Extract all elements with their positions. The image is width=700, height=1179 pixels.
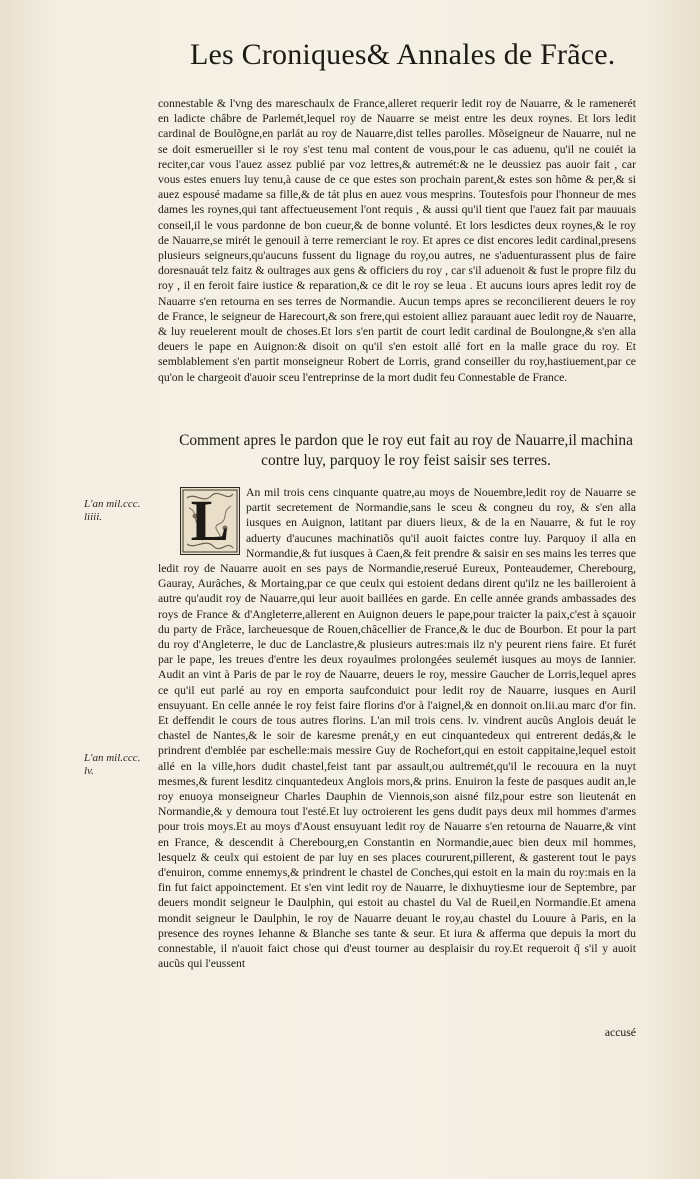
body-paragraph-1: [158, 96, 636, 385]
paragraph-text: connestable & l'vng des mareschaulx de France,alleret requerir ledit roy de Nauarre, & le ramenerét en ladicte châbre de Parlemét,lequel roy de Nauarre se meist entre les deux roynes. Et lors ledit cardinal de Boulõgne,en parlát au roy de Nauarre,dist telles parolles. Mõseigneur de Nauarre, nul ne se doit esmerueiller si le roy s'est tenu mal content de vous,pour le cas aduenu, qu'il ne couiét ia reciter,car vous l'auez assez publié par voz lettres,& autremét:& ne le deussiez pas auoir fait , car vous estes enuers luy tenu,à cause de ce que estes son prochain parent,& estes son hõme & per,& si auez espousé madame sa fille,& de tát plus en auez vous mesprins. Toutesfois pour l'honneur de mes dames les roynes,qui tant affectueusement l'ont requis , & aussi qu'il tient que l'auez fait par mauuais conseil,il le vous pardonne de bon cueur,& de bonne volunté. Et lors lesdictes deux roynes,& le roy de Nauarre,se mirét le genouil à terre remerciant le roy. Et apres ce dist encores ledit cardinal,presens plusieurs seigneurs,qu'aucuns fussent du lignage du roy,ou autres, ne s'aduenturassent plus de faire doresnauát telz faitz & oultrages aux gens & officiers du roy , car s'il aduenoit & fust le propre filz du roy , il en feroit faire iustice & reparation,& ce dit le roy se leua . Et aucuns iours apres ledit roy de Nauarre s'en retourna en ses terres de Normandie. Aucun temps apres se reconcilierent deuers le roy de France, le seigneur de Harecourt,& son frere,qui estoient alliez parauant auec ledit roy de Nauarre, & luy reuelerent moult de choses.Et lors s'en partit de court ledit cardinal de Boulongne,& s'en alla deuers le pape en Auignon:& disoit on qu'il s'en estoit allé fort en la malle grace du roy. Et semblablement s'en partit monseigneur Robert de Lorris, grand conseiller du roy,hastiuement,par ce qu'on le chargeoit d'auoir sceu l'entreprinse de la mort dudit feu Connestable de France.: [158, 97, 636, 384]
catchword: accusé: [604, 1026, 636, 1039]
margin-note-1354: L'an mil.ccc. liiii.: [84, 498, 141, 523]
body-paragraph-2: [158, 485, 636, 972]
initial-letter: L: [190, 488, 230, 553]
paragraph-text: An mil trois cens cinquante quatre,au moys de Nouembre,ledit roy de Nauarre se partit secretement de Normandie,sans le sceu & congneu du roy, & s'en alla iusques en Auignon, latitant par diuers lieux, & de la en Nauarre, & fut le roy aduerty d'aucunes machinatiõs qu'il auoit faictes contre luy. Parquoy il alla en Normandie,& fut iusques à Caen,& feit prendre & saisir en ses mains les terres que ledit roy de Nauarre auoit en ses pays de Normandie,reserué Eureux, Ponteaudemer, Cherebourg, Gauray, Aurâches, & Mortaing,par ce que ceulx qui estoient dedans dirent qu'ilz ne les bailleroient à autre qu'audit roy de Nauarre,qui leur auoit baillées en garde. En celle année grands ambassades des roys de France & d'Angleterre,allerent en Auignon deuers le pape,pour traicter la paix,c'est à sçauoir du party de Frãce, larcheuesque de Rouen,châcellier de France,& le duc de Bourbon. Et pour la part du roy d'Angleterre, le duc de Lanclastre,& plusieurs autres:mais ilz n'y peurent riens faire. Et furét par le pape, les treues d'entre les deux royaulmes prolongées seulemét iusques au moys de Iannier. Audit an vint à Paris de par le roy de Nauarre, deuers le roy, messire Gaucher de Lorris,lequel apres ce qu'il eut parlé au roy en emporta saufconduict pour ledit roy de Nauarre, iusques en Auril ensuyuant. En celle année le roy feist faire florins d'or à l'aignel,& en donnoit on.lii.au marc d'or fin. Et deffendit le cours de tous autres florins. L'an mil trois cens. lv. vindrent aucũs Anglois deuát le chastel de Nantes,& le soir de karesme prenát,y en eut cinquantedeux qui entrerent dedás,& le prindrent d'emblée par eschelle:mais messire Guy de Rochefort,qui en estoit cappitaine,lequel estoit allé en la ville,hors dudit chastel,feist tant par assault,ou aultremét,qu'il le recouura en la nuyt mesmes,& furent lesditz cinquantedeux Anglois mors,& prins. Enuiron la feste de pasques audit an,le roy enuoya monseigneur Charles Dauphin de Viennois,son aisné filz,pour estre son lieutenát en Normandie,& y demoura tout l'esté.Et luy octroierent les gens dudit pays deux mil hommes d'armes pour trois moys.Et au moys d'Aoust ensuyuant ledit roy de Nauarre s'en retourna de Nauarre,& vint en France, & descendit à Cherebourg,en Constantin en Normandie,auec bien deux mil hommes, lesquelz & ceulx qui estoient de par luy en ses places coururent,pillerent, & gasterent tout le pays d'enuiron, comme ennemys,& prindrent le chastel de Conches,qui estoit en la main du roy:mais en la fin fut faict appoinctement. Et s'en vint ledit roy de Nauarre, le dixhuytiesme iour de Septembre, par deuers mondit seigneur le Daulphin, qui estoit au chastel du Val de Rueil,en Normandie.Et amena mondit seigneur le Daulphin, le roy de Nauarre deuant le roy,au chastel du Louure à Paris, en la presence des roynes Iehanne & Blanche ses tante & seur. Et iura & afferma que depuis la mort du connestable, il n'auoit faict chose qui d'eust tourner au desplaisir du roy.Et requeroit q̃ s'il y auoit aucũs qui l'eussent: [158, 486, 636, 971]
chapter-heading: Comment apres le pardon que le roy eut fait au roy de Nauarre,il machina contre luy, parquoy le roy feist saisir ses terres.: [179, 432, 633, 469]
running-head: Les Croniques& Annales de Frãce.: [190, 38, 616, 71]
margin-note-1355: L'an mil.ccc. lv.: [84, 752, 141, 777]
decorated-initial: [180, 487, 240, 555]
